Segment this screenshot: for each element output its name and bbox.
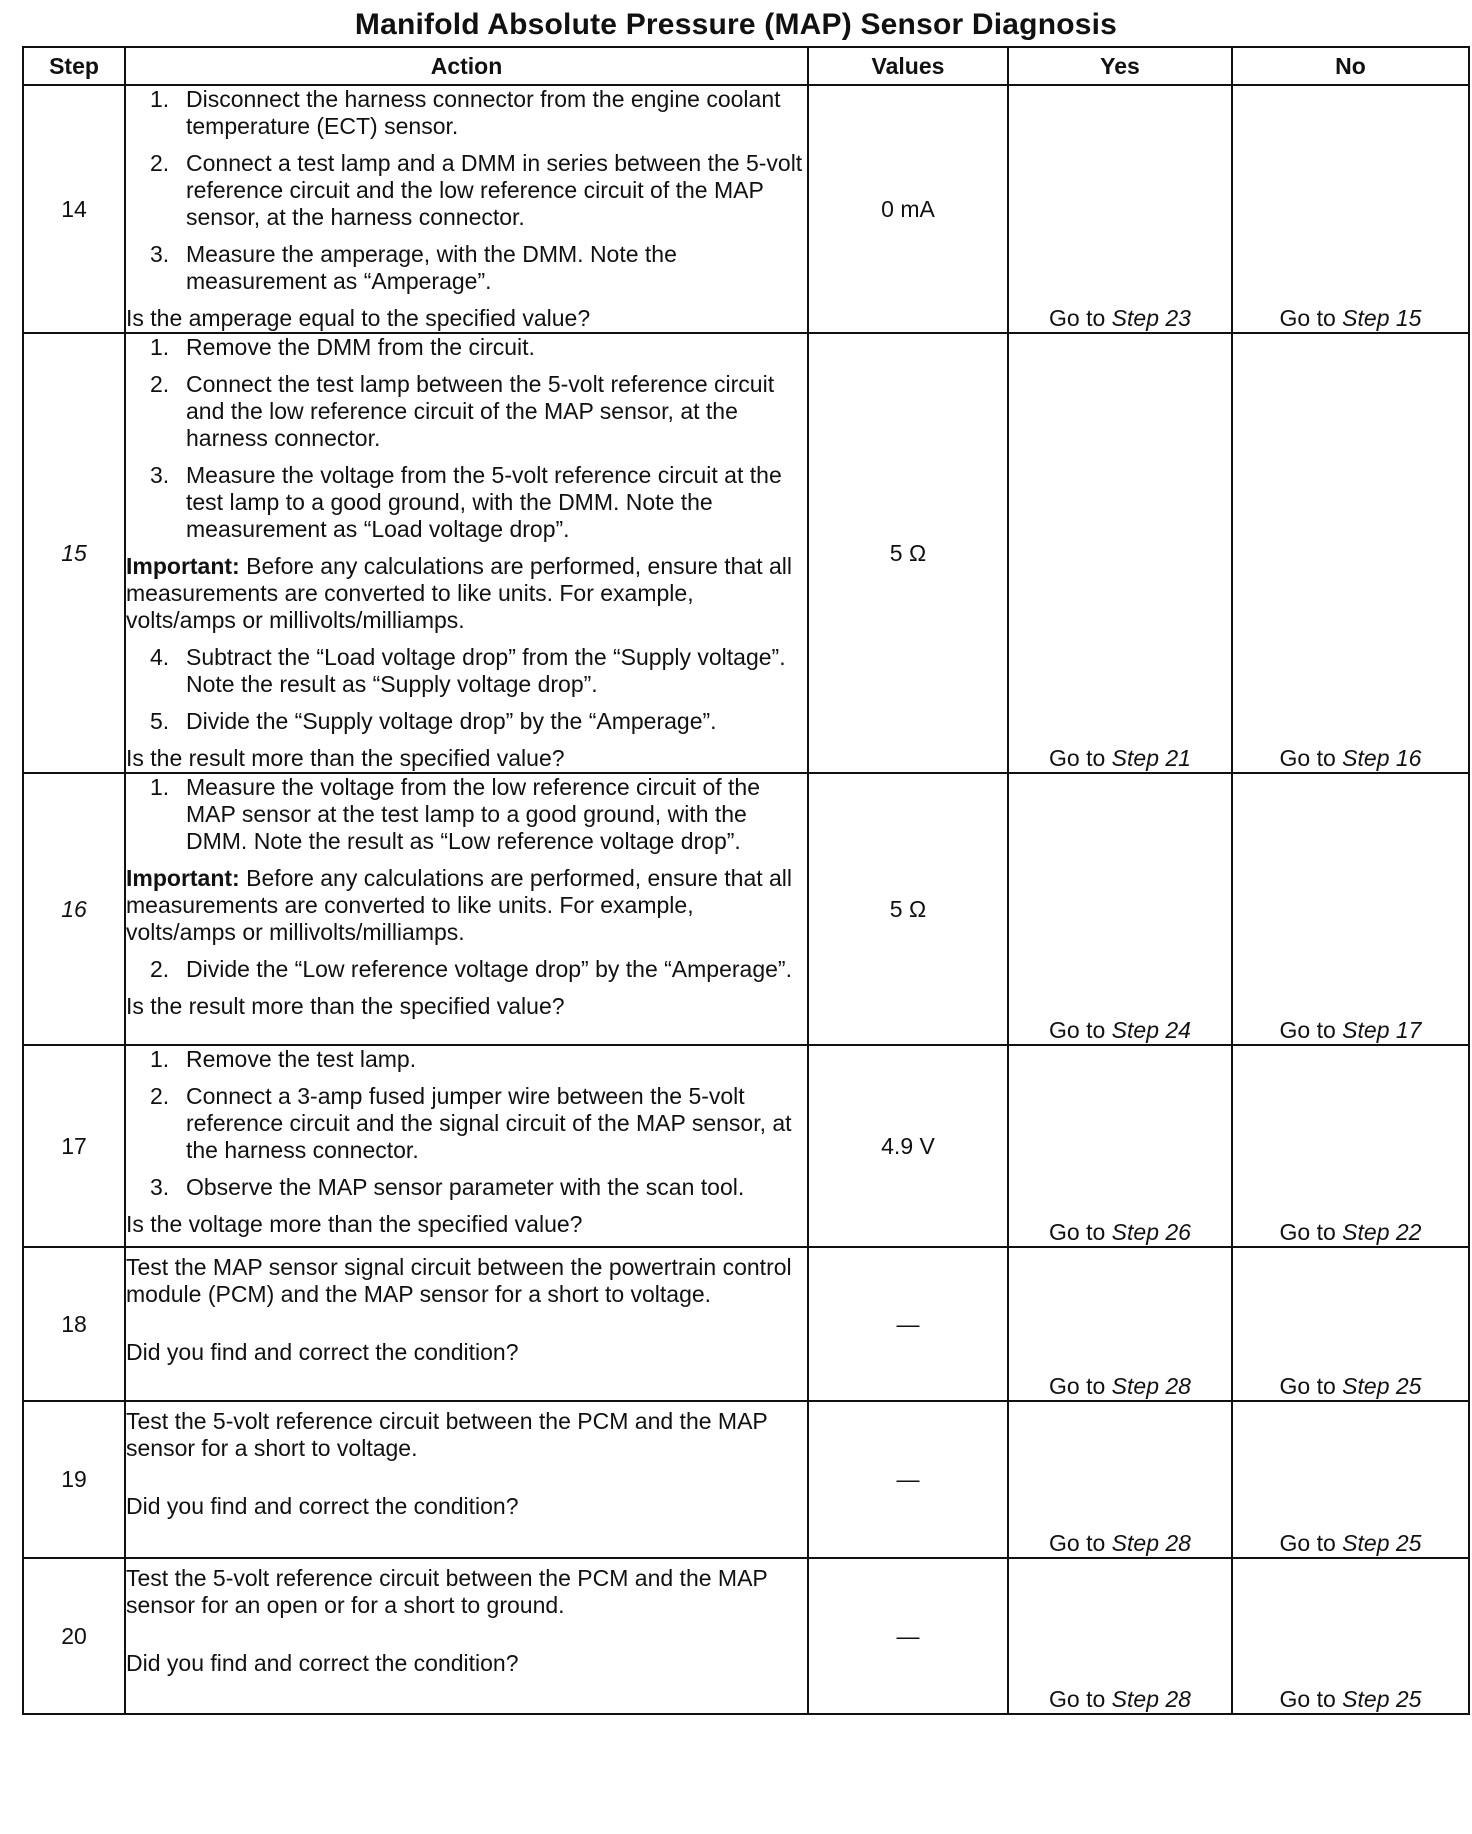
- action-cell: [125, 1247, 808, 1401]
- action-item: 1. Remove the test lamp.: [150, 1046, 417, 1072]
- action-item: 4. Subtract the “Load voltage drop” from the “Supply voltage”. Note the result as “Supply voltage drop”.: [150, 644, 786, 697]
- step-row-18: [23, 1247, 1469, 1401]
- action-question: Did you find and correct the condition?: [126, 1339, 519, 1365]
- yes-goto: Go to Step 24: [1008, 773, 1232, 1045]
- yes-goto: Go to Step 23: [1008, 85, 1232, 333]
- step-number: 19: [23, 1401, 125, 1558]
- action-question: Is the result more than the specified value?: [126, 745, 565, 771]
- action-cell: [125, 773, 808, 1045]
- action-text: Test the 5-volt reference circuit between the PCM and the MAP sensor for an open or for a short to ground.: [126, 1565, 768, 1618]
- header-no: No: [1232, 47, 1469, 85]
- value-cell: —: [808, 1558, 1008, 1714]
- step-number: 14: [23, 85, 125, 333]
- step-row-19: [23, 1401, 1469, 1558]
- no-goto: Go to Step 15: [1232, 85, 1469, 333]
- action-text: Test the MAP sensor signal circuit between the powertrain control module (PCM) and the MAP sensor for a short to voltage.: [126, 1254, 792, 1307]
- action-item: 1. Disconnect the harness connector from the engine coolant temperature (ECT) sensor.: [150, 86, 781, 139]
- no-goto: Go to Step 25: [1232, 1247, 1469, 1401]
- value-cell: —: [808, 1247, 1008, 1401]
- step-row-20: [23, 1558, 1469, 1714]
- action-text: Test the 5-volt reference circuit between the PCM and the MAP sensor for a short to voltage.: [126, 1408, 768, 1461]
- header-yes: Yes: [1008, 47, 1232, 85]
- action-question: Is the voltage more than the specified value?: [126, 1211, 583, 1237]
- diagnosis-table: [22, 46, 1470, 1715]
- no-goto: Go to Step 25: [1232, 1558, 1469, 1714]
- value-cell: 4.9 V: [808, 1045, 1008, 1247]
- yes-goto: Go to Step 28: [1008, 1247, 1232, 1401]
- no-goto: Go to Step 17: [1232, 773, 1469, 1045]
- step-row-17: [23, 1045, 1469, 1247]
- action-item: 3. Observe the MAP sensor parameter with the scan tool.: [150, 1174, 745, 1200]
- step-number: 16: [23, 773, 125, 1045]
- no-goto: Go to Step 22: [1232, 1045, 1469, 1247]
- important-note: Important: Before any calculations are performed, ensure that all measurements are converted to like units. For example, volts/amps or millivolts/milliamps.: [126, 865, 793, 945]
- value-cell: 0 mA: [808, 85, 1008, 333]
- value-cell: —: [808, 1401, 1008, 1558]
- no-goto: Go to Step 16: [1232, 333, 1469, 773]
- step-number: 15: [23, 333, 125, 773]
- action-cell: [125, 1558, 808, 1714]
- action-cell: [125, 85, 808, 333]
- action-question: Did you find and correct the condition?: [126, 1650, 519, 1676]
- header-action: Action: [125, 47, 808, 85]
- value-cell: 5 Ω: [808, 773, 1008, 1045]
- action-item: 2. Connect the test lamp between the 5-volt reference circuit and the low reference circuit of the MAP sensor, at the harness connector.: [150, 371, 775, 451]
- action-cell: [125, 1045, 808, 1247]
- page-title: Manifold Absolute Pressure (MAP) Sensor Diagnosis: [354, 8, 1118, 41]
- action-item: 1. Remove the DMM from the circuit.: [150, 334, 535, 360]
- step-number: 18: [23, 1247, 125, 1401]
- yes-goto: Go to Step 26: [1008, 1045, 1232, 1247]
- action-question: Is the amperage equal to the specified value?: [126, 305, 591, 331]
- header-values: Values: [808, 47, 1008, 85]
- step-row-14: [23, 85, 1469, 333]
- action-item: 5. Divide the “Supply voltage drop” by the “Amperage”.: [150, 708, 717, 734]
- step-row-16: [23, 773, 1469, 1045]
- action-item: 1. Measure the voltage from the low reference circuit of the MAP sensor at the test lamp to a good ground, with the DMM. Note the result as “Low reference voltage drop”.: [150, 774, 761, 854]
- step-number: 20: [23, 1558, 125, 1714]
- action-item: 2. Divide the “Low reference voltage drop” by the “Amperage”.: [150, 956, 792, 982]
- yes-goto: Go to Step 28: [1008, 1558, 1232, 1714]
- step-number: 17: [23, 1045, 125, 1247]
- yes-goto: Go to Step 28: [1008, 1401, 1232, 1558]
- step-row-15: [23, 333, 1469, 773]
- action-question: Did you find and correct the condition?: [126, 1493, 519, 1519]
- important-note: Important: Before any calculations are performed, ensure that all measurements are converted to like units. For example, volts/amps or millivolts/milliamps.: [126, 553, 793, 633]
- action-item: 3. Measure the amperage, with the DMM. Note the measurement as “Amperage”.: [150, 241, 677, 294]
- action-item: 3. Measure the voltage from the 5-volt reference circuit at the test lamp to a good ground, with the DMM. Note the measurement as “Load voltage drop”.: [150, 462, 782, 542]
- action-question: Is the result more than the specified value?: [126, 993, 565, 1019]
- header-row: [23, 47, 1469, 85]
- value-cell: 5 Ω: [808, 333, 1008, 773]
- no-goto: Go to Step 25: [1232, 1401, 1469, 1558]
- action-cell: [125, 1401, 808, 1558]
- yes-goto: Go to Step 21: [1008, 333, 1232, 773]
- action-item: 2. Connect a 3-amp fused jumper wire between the 5-volt reference circuit and the signal circuit of the MAP sensor, at the harness connector.: [150, 1083, 792, 1163]
- action-item: 2. Connect a test lamp and a DMM in series between the 5-volt reference circuit and the low reference circuit of the MAP sensor, at the harness connector.: [150, 150, 803, 230]
- header-step: Step: [23, 47, 125, 85]
- action-cell: [125, 333, 808, 773]
